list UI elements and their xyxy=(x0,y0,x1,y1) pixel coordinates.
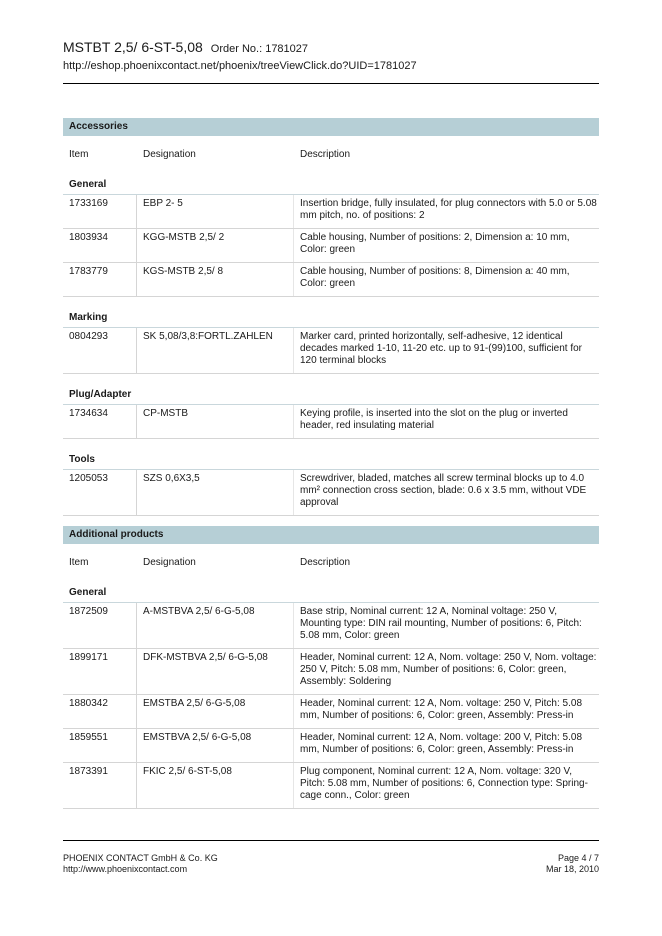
item-number[interactable]: 1783779 xyxy=(63,263,137,296)
section-title: Additional products xyxy=(63,526,599,544)
column-header-item: Item xyxy=(69,149,89,160)
item-description: Header, Nominal current: 12 A, Nom. voltage: 200 V, Pitch: 5.08 mm, Number of positions: 6, Color: green, Assembly: Press-in xyxy=(300,732,583,755)
order-number: Order No.: 1781027 xyxy=(210,43,309,55)
page-title xyxy=(63,38,599,58)
item-description: Insertion bridge, fully insulated, for plug connectors with 5.0 or 5.08 mm pitch, no. of positions: 2 xyxy=(300,198,597,221)
group-title: Tools xyxy=(63,451,599,470)
item-description: Header, Nominal current: 12 A, Nom. voltage: 250 V, Pitch: 5.08 mm, Number of positions: 6, Color: green, Assembly: Press-in xyxy=(300,698,583,721)
item-description: Cable housing, Number of positions: 2, Dimension a: 10 mm, Color: green xyxy=(300,232,570,255)
table-row xyxy=(63,405,599,439)
item-description: Marker card, printed horizontally, self-adhesive, 12 identical decades marked 1-10, 11-20 etc. up to 91-(99)100, sufficient for 120 terminal blocks xyxy=(300,331,583,366)
item-description: Plug component, Nominal current: 12 A, Nom. voltage: 320 V, Pitch: 5.08 mm, Number of positions: 6, Connection type: Spring-cage conn., Color: green xyxy=(300,766,588,801)
item-designation[interactable]: SK 5,08/3,8:FORTL.ZAHLEN xyxy=(137,328,294,373)
item-designation[interactable]: KGG-MSTB 2,5/ 2 xyxy=(137,229,294,262)
table-row xyxy=(63,328,599,374)
item-description: Screwdriver, bladed, matches all screw terminal blocks up to 4.0 mm² connection cross section, blade: 0.6 x 3.5 mm, without VDE approval xyxy=(300,473,587,508)
item-number[interactable]: 1205053 xyxy=(63,470,137,515)
item-designation[interactable]: EMSTBVA 2,5/ 6-G-5,08 xyxy=(137,729,294,762)
item-number[interactable]: 1880342 xyxy=(63,695,137,728)
item-designation[interactable]: EMSTBA 2,5/ 6-G-5,08 xyxy=(137,695,294,728)
item-designation[interactable]: KGS-MSTB 2,5/ 8 xyxy=(137,263,294,296)
column-header-item: Item xyxy=(69,557,89,568)
item-number[interactable]: 1859551 xyxy=(63,729,137,762)
group-title: Marking xyxy=(63,309,599,328)
item-designation[interactable]: SZS 0,6X3,5 xyxy=(137,470,294,515)
footer-company: PHOENIX CONTACT GmbH & Co. KG xyxy=(63,853,218,863)
column-header-description: Description xyxy=(300,557,351,568)
table-row xyxy=(63,729,599,763)
item-description: Cable housing, Number of positions: 8, Dimension a: 40 mm, Color: green xyxy=(300,266,570,289)
item-number[interactable]: 1734634 xyxy=(63,405,137,438)
table-row xyxy=(63,763,599,809)
group-title: General xyxy=(63,176,599,195)
item-description: Base strip, Nominal current: 12 A, Nominal voltage: 250 V, Mounting type: DIN rail mounting, Number of positions: 6, Pitch: 5.08 mm, Color: green xyxy=(300,606,582,641)
item-number[interactable]: 1803934 xyxy=(63,229,137,262)
product-name: MSTBT 2,5/ 6-ST-5,08 xyxy=(63,39,203,55)
header-divider xyxy=(63,83,599,84)
footer-website[interactable]: http://www.phoenixcontact.com xyxy=(63,864,188,874)
group-title: Plug/Adapter xyxy=(63,386,599,405)
table-row xyxy=(63,603,599,649)
column-header-row xyxy=(63,146,599,164)
page-header xyxy=(63,38,599,73)
item-description: Keying profile, is inserted into the slot on the plug or inverted header, red insulating material xyxy=(300,408,568,431)
column-header-row xyxy=(63,554,599,572)
footer-divider xyxy=(63,840,599,841)
footer-page-number: Page 4 / 7 xyxy=(557,853,599,863)
item-number[interactable]: 1873391 xyxy=(63,763,137,808)
item-designation[interactable]: EBP 2- 5 xyxy=(137,195,294,228)
column-header-designation: Designation xyxy=(143,149,196,160)
section-title: Accessories xyxy=(63,118,599,136)
item-designation[interactable]: FKIC 2,5/ 6-ST-5,08 xyxy=(137,763,294,808)
product-content xyxy=(63,118,599,809)
table-row xyxy=(63,470,599,516)
item-number[interactable]: 0804293 xyxy=(63,328,137,373)
section-gap xyxy=(63,516,599,526)
table-row xyxy=(63,195,599,229)
item-number[interactable]: 1872509 xyxy=(63,603,137,648)
table-row xyxy=(63,695,599,729)
column-header-designation: Designation xyxy=(143,557,196,568)
item-designation[interactable]: A-MSTBVA 2,5/ 6-G-5,08 xyxy=(137,603,294,648)
item-number[interactable]: 1899171 xyxy=(63,649,137,694)
group-title: General xyxy=(63,584,599,603)
item-designation[interactable]: DFK-MSTBVA 2,5/ 6-G-5,08 xyxy=(137,649,294,694)
item-number[interactable]: 1733169 xyxy=(63,195,137,228)
table-row xyxy=(63,229,599,263)
table-row xyxy=(63,649,599,695)
item-description: Header, Nominal current: 12 A, Nom. voltage: 250 V, Nom. voltage: 250 V, Pitch: 5.08 mm, Number of positions: 6, Color: green, Assembly: Soldering xyxy=(300,652,597,687)
table-row xyxy=(63,263,599,297)
product-url[interactable]: http://eshop.phoenixcontact.net/phoenix/treeViewClick.do?UID=1781027 xyxy=(63,60,417,72)
column-header-description: Description xyxy=(300,149,351,160)
item-designation[interactable]: CP-MSTB xyxy=(137,405,294,438)
footer-date: Mar 18, 2010 xyxy=(545,864,599,874)
